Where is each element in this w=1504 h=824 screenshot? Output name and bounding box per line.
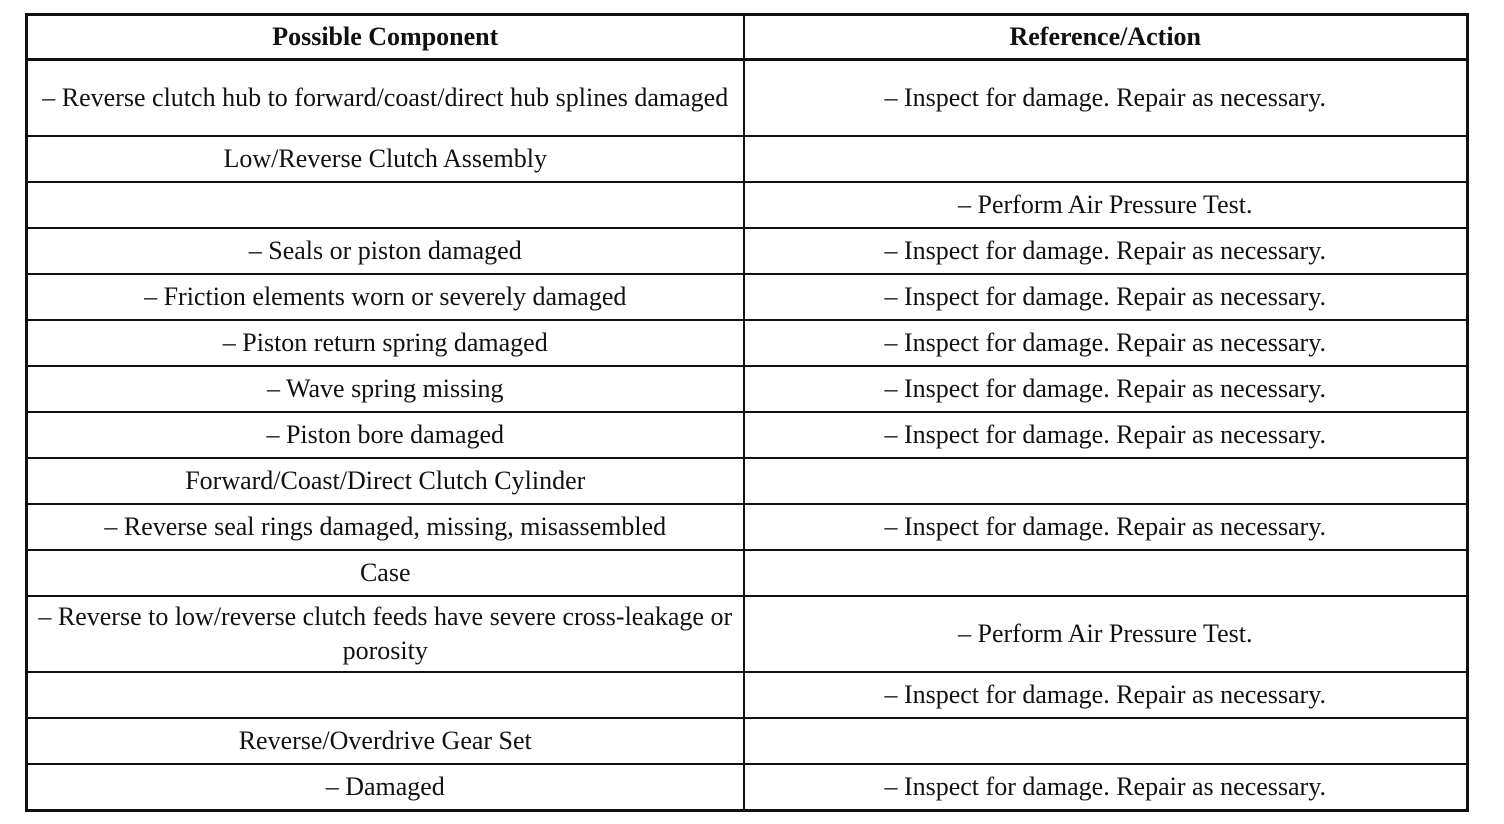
action-cell <box>744 458 1468 504</box>
table-header-row <box>27 15 1468 60</box>
action-cell: – Inspect for damage. Repair as necessary. <box>744 412 1468 458</box>
component-cell: Low/Reverse Clutch Assembly <box>27 136 744 182</box>
diagnosis-table <box>25 13 1469 812</box>
action-cell <box>744 136 1468 182</box>
action-cell: – Inspect for damage. Repair as necessary. <box>744 672 1468 718</box>
table-row <box>27 412 1468 458</box>
component-cell: Reverse/Overdrive Gear Set <box>27 718 744 764</box>
action-cell: – Inspect for damage. Repair as necessary. <box>744 320 1468 366</box>
action-cell <box>744 718 1468 764</box>
component-cell: – Reverse to low/reverse clutch feeds have severe cross-leakage or porosity <box>27 596 744 672</box>
action-cell: – Inspect for damage. Repair as necessary. <box>744 228 1468 274</box>
table-row <box>27 550 1468 596</box>
table-row <box>27 504 1468 550</box>
component-cell: – Reverse seal rings damaged, missing, misassembled <box>27 504 744 550</box>
table-row <box>27 672 1468 718</box>
table-body <box>27 60 1468 811</box>
component-cell: – Reverse clutch hub to forward/coast/direct hub splines damaged <box>27 60 744 137</box>
header-possible-component: Possible Component <box>27 15 744 60</box>
component-cell: – Seals or piston damaged <box>27 228 744 274</box>
component-cell <box>27 182 744 228</box>
component-cell: Forward/Coast/Direct Clutch Cylinder <box>27 458 744 504</box>
table-row <box>27 60 1468 137</box>
action-cell: – Inspect for damage. Repair as necessary. <box>744 274 1468 320</box>
action-cell: – Inspect for damage. Repair as necessary. <box>744 504 1468 550</box>
component-cell: Case <box>27 550 744 596</box>
table-row <box>27 182 1468 228</box>
table-row <box>27 274 1468 320</box>
action-cell: – Perform Air Pressure Test. <box>744 596 1468 672</box>
component-cell: – Piston bore damaged <box>27 412 744 458</box>
action-cell: – Perform Air Pressure Test. <box>744 182 1468 228</box>
action-cell <box>744 550 1468 596</box>
table-row <box>27 718 1468 764</box>
component-cell: – Friction elements worn or severely damaged <box>27 274 744 320</box>
action-cell: – Inspect for damage. Repair as necessary. <box>744 366 1468 412</box>
header-reference-action: Reference/Action <box>744 15 1468 60</box>
table-row <box>27 596 1468 672</box>
table-row <box>27 764 1468 811</box>
action-cell: – Inspect for damage. Repair as necessary. <box>744 764 1468 811</box>
table-row <box>27 136 1468 182</box>
table-row <box>27 228 1468 274</box>
component-cell: – Piston return spring damaged <box>27 320 744 366</box>
table-row <box>27 458 1468 504</box>
table-row <box>27 320 1468 366</box>
component-cell <box>27 672 744 718</box>
component-cell: – Damaged <box>27 764 744 811</box>
table-row <box>27 366 1468 412</box>
component-cell: – Wave spring missing <box>27 366 744 412</box>
action-cell: – Inspect for damage. Repair as necessary. <box>744 60 1468 137</box>
